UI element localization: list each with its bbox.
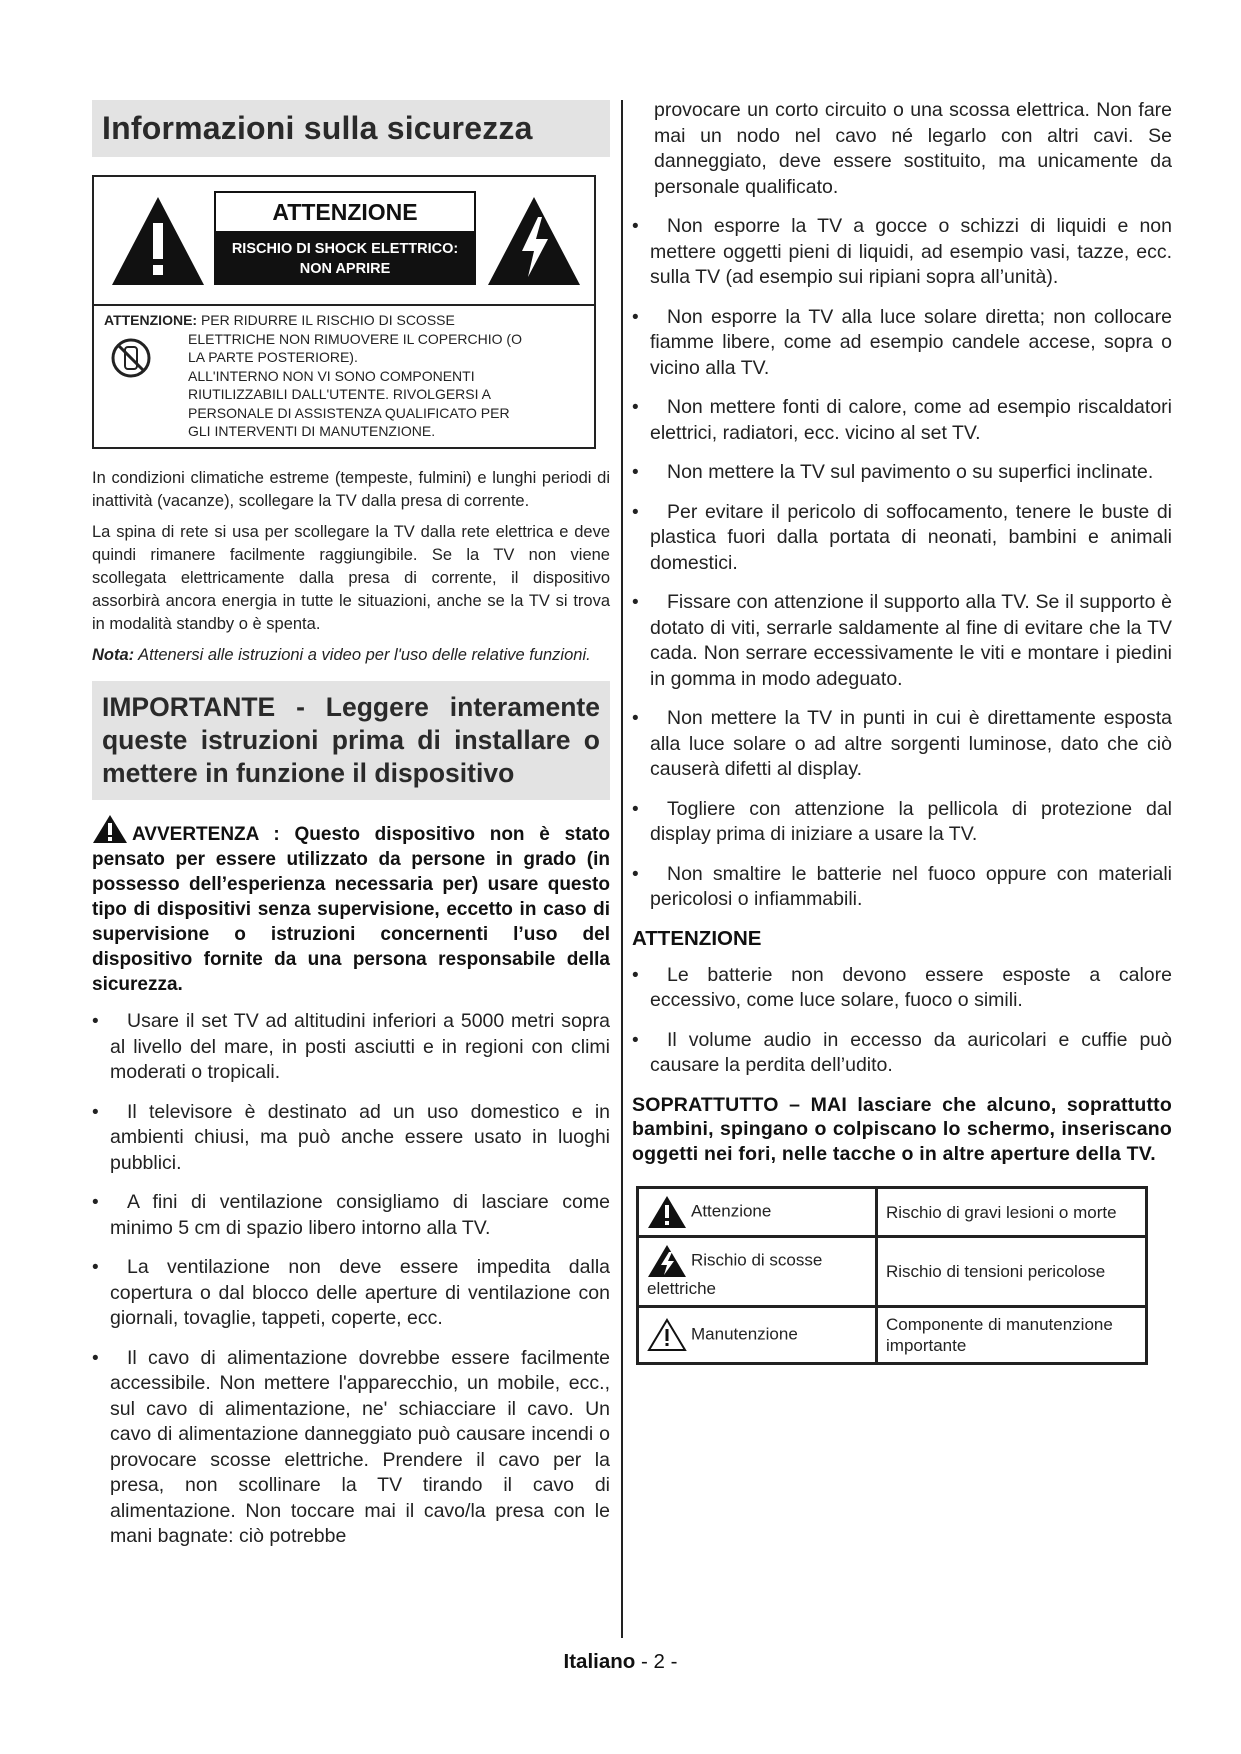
warning-heading: ATTENZIONE	[214, 191, 476, 233]
warning-triangle-icon	[92, 814, 128, 844]
right-bullet-list	[632, 214, 1172, 913]
page-footer	[0, 1650, 1241, 1674]
table-row	[638, 1307, 1147, 1364]
warning-label: ATTENZIONE:	[104, 312, 198, 328]
note	[92, 644, 610, 667]
list-item: • Togliere con attenzione la pellicola di protezione dal display prima di iniziare a usare la TV.	[632, 797, 1172, 845]
warning-text-line: ALL'INTERNO NON VI SONO COMPONENTI	[188, 367, 475, 384]
maintenance-triangle-icon	[647, 1318, 687, 1352]
paragraph: La spina di rete si usa per scollegare la TV dalla rete elettrica e deve quindi rimanere facilmente raggiungibile. Se la TV non viene scollegata elettricamente dalla presa di corrente, il dispositivo assorbirà ancora energia in tutte le situazioni, anche se la TV si trova in modalità standby o è spenta.	[92, 523, 610, 633]
list-item: • Il volume audio in eccesso da auricolari e cuffie può causare la perdita dell’udito.	[632, 1028, 1172, 1076]
legend-label: Manutenzione	[691, 1324, 798, 1344]
warning-text-line: PERSONALE DI ASSISTENZA QUALIFICATO PER	[188, 404, 510, 421]
list-item: • La ventilazione non deve essere impedita dalla copertura o dal blocco delle aperture di ventilazione con giornali, tovaglie, tappeti, coperte, ecc.	[92, 1256, 610, 1329]
list-item: • Fissare con attenzione il supporto alla TV. Se il supporto è dotato di viti, serrarle saldamente al fine di evitare che la TV cada. Non serrare eccessivamente le viti e montare i piedini in gomma in modo adeguato.	[632, 591, 1172, 690]
legend-symbol-cell	[638, 1307, 877, 1364]
important-heading: IMPORTANTE - Leggere interamente queste istruzioni prima di installare o mettere in funzione il dispositivo	[102, 692, 600, 788]
soprattutto-warning: SOPRATTUTTO – MAI lasciare che alcuno, soprattutto bambini, spingano o colpiscano lo schermo, inseriscano oggetti nei fori, nelle tacche o in altre aperture della TV.	[632, 1093, 1172, 1165]
paragraph: In condizioni climatiche estreme (tempeste, fulmini) e lunghi periodi di inattività (vacanze), scollegare la TV dalla presa di corrente.	[92, 469, 610, 510]
table-row	[638, 1188, 1147, 1237]
right-column	[632, 98, 1172, 1365]
legend-label: Rischio di scosse elettriche	[647, 1250, 823, 1298]
warning-text-line: LA PARTE POSTERIORE).	[188, 349, 358, 365]
table-row	[638, 1237, 1147, 1307]
electric-shock-warning-panel	[92, 175, 596, 449]
list-item: • Non esporre la TV alla luce solare diretta; non collocare fiamme libere, come ad esempio candele accese, sopra o vicino alla TV.	[632, 305, 1172, 379]
list-item: • Il cavo di alimentazione dovrebbe essere facilmente accessibile. Non mettere l'apparecchio, un mobile, ecc., sul cavo di alimentazione, ne' schiacciare il cavo. Un cavo di alimentazione danneggiato può causare incendi o provocare scosse elettriche. Prendere il cavo per la presa, non scollinare la TV tirando il cavo di alimentazione. Non toccare mai il cavo/la presa con le mani bagnate: ciò potrebbe	[92, 1346, 610, 1547]
warning-text-line: RIUTILIZZABILI DALL'UTENTE. RIVOLGERSI A	[188, 386, 491, 402]
continuation-text: provocare un corto circuito o una scossa elettrica. Non fare mai un nodo nel cavo né legarlo con altri cavi. Se danneggiato, deve essere sostituito, ma unicamente da personale qualificato.	[654, 99, 1172, 198]
list-item: • Il televisore è destinato ad un uso domestico e in ambienti chiusi, ma può anche essere usato in luoghi pubblici.	[92, 1100, 610, 1174]
symbol-legend-table	[636, 1186, 1148, 1365]
list-item: • Non esporre la TV a gocce o schizzi di liquidi e non mettere oggetti pieni di liquidi, ad esempio vasi, tazze, ecc. sulla TV (ad esempio sui ripiani sopra all’unità).	[632, 215, 1172, 288]
list-item: • Non mettere fonti di calore, come ad esempio riscaldatori elettrici, radiatori, ecc. vicino al set TV.	[632, 396, 1172, 444]
warning-panel-text	[104, 311, 584, 441]
legend-symbol-cell	[638, 1188, 877, 1237]
attenzione-bullet-list	[632, 963, 1172, 1079]
panel-separator	[94, 304, 594, 306]
left-column	[92, 100, 610, 1564]
important-box	[92, 681, 610, 800]
legend-description: Rischio di tensioni pericolose	[877, 1237, 1147, 1307]
list-item: • Usare il set TV ad altitudini inferiori a 5000 metri sopra al livello del mare, in posti asciutti e in regioni con climi moderati o tropicali.	[92, 1010, 610, 1083]
column-divider	[621, 100, 623, 1638]
left-bullet-list	[92, 1009, 610, 1550]
shock-risk-line-1: RISCHIO DI SHOCK ELETTRICO:	[231, 241, 459, 257]
warning-text-line: ELETTRICHE NON RIMUOVERE IL COPERCHIO (O	[188, 330, 522, 347]
warning-triangle-icon	[647, 1195, 687, 1229]
list-item: • Non smaltire le batterie nel fuoco oppure con materiali pericolosi o infiammabili.	[632, 862, 1172, 910]
lightning-triangle-icon	[486, 193, 582, 289]
note-text: Attenersi alle istruzioni a video per l'uso delle relative funzioni.	[134, 646, 591, 664]
list-item: • A fini di ventilazione consigliamo di lasciare come minimo 5 cm di spazio libero intorno alla TV.	[92, 1191, 610, 1239]
footer-page-number: - 2 -	[635, 1650, 678, 1673]
avvertenza-block	[92, 814, 610, 997]
legend-description: Rischio di gravi lesioni o morte	[877, 1188, 1147, 1237]
avvertenza-text: AVVERTENZA : Questo dispositivo non è stato pensato per essere utilizzato da persone in grado (in possesso dell’esperienza necessaria per) usare questo tipo di dispositivi senza supervisione, eccetto in caso di supervisione o istruzioni concernenti l’uso del dispositivo fornite da una persona responsabile della sicurezza.	[92, 824, 610, 995]
attenzione-heading: ATTENZIONE	[632, 926, 762, 950]
warning-text-line: GLI INTERVENTI DI MANUTENZIONE.	[188, 423, 436, 439]
legend-label: Attenzione	[691, 1201, 772, 1221]
legend-description: Componente di manutenzione importante	[877, 1307, 1147, 1364]
electric-shock-icon	[647, 1244, 687, 1278]
list-item: • Non mettere la TV in punti in cui è direttamente esposta alla luce solare o ad altre sorgenti luminose, dato che ciò causerà difetti al display.	[632, 707, 1172, 780]
exclamation-triangle-icon	[110, 193, 206, 289]
list-item: • Non mettere la TV sul pavimento o su superfici inclinate.	[632, 461, 1154, 483]
warning-text-first: PER RIDURRE IL RISCHIO DI SCOSSE	[200, 312, 455, 328]
shock-risk-line-2: NON APRIRE	[299, 261, 391, 277]
note-label: Nota:	[92, 646, 135, 664]
list-item: • Per evitare il pericolo di soffocamento, tenere le buste di plastica fuori dalla portata di neonati, bambini e animali domestici.	[632, 500, 1172, 574]
list-item: • Le batterie non devono essere esposte a calore eccessivo, come luce solare, fuoco o simili.	[632, 963, 1172, 1011]
shock-risk-label	[214, 233, 476, 285]
page-title: Informazioni sulla sicurezza	[102, 110, 533, 146]
footer-language: Italiano	[563, 1650, 636, 1673]
section-title-box	[92, 100, 610, 157]
legend-symbol-cell	[638, 1237, 877, 1307]
